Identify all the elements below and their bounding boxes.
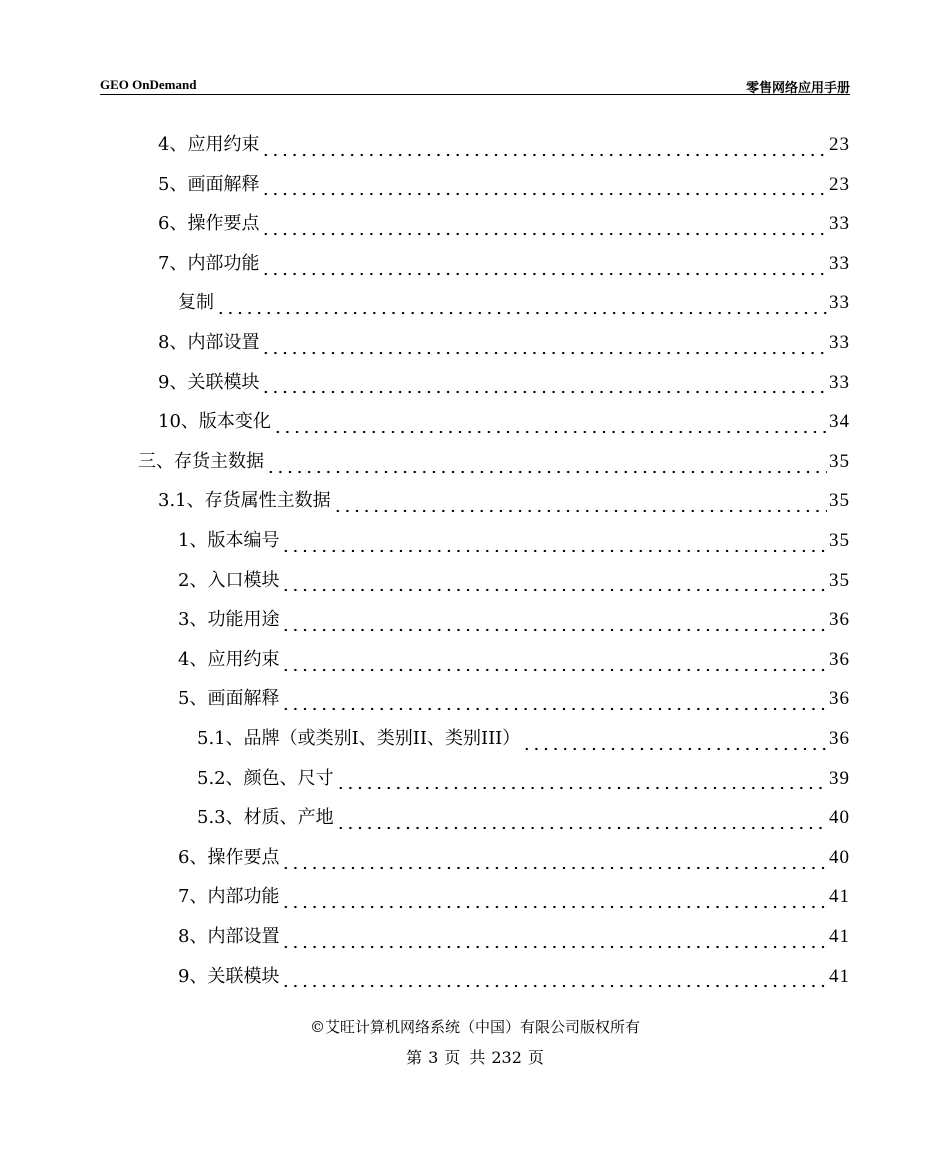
toc-entry[interactable] [197, 798, 850, 838]
toc-entry[interactable] [178, 561, 850, 601]
toc-entry-title: 8、内部设置 [178, 926, 280, 947]
header-document-title: 零售网络应用手册 [745, 80, 850, 95]
toc-entry-title: 3、功能用途 [178, 609, 280, 631]
toc-entry-page-number: 35 [829, 530, 850, 551]
toc-dot-leader [281, 654, 827, 672]
toc-entry-page-number: 33 [829, 292, 850, 314]
toc-dot-leader [261, 178, 827, 196]
toc-entry-page-number: 34 [829, 411, 850, 433]
toc-entry-title: 5、画面解释 [158, 173, 260, 195]
toc-entry-page-number: 33 [829, 371, 850, 393]
toc-dot-leader [281, 574, 827, 592]
toc-entry-title: 5.1、品牌（或类别I、类别II、类别III） [197, 728, 521, 749]
toc-entry-title: 7、内部功能 [178, 886, 280, 908]
toc-entry-page-number: 36 [829, 688, 850, 710]
toc-entry[interactable] [178, 600, 850, 640]
toc-entry-page-number: 36 [829, 609, 850, 631]
toc-dot-leader [261, 139, 827, 157]
toc-entry[interactable] [158, 204, 850, 244]
toc-dot-leader [281, 535, 827, 553]
toc-entry[interactable] [197, 759, 850, 799]
toc-dot-leader [281, 614, 827, 632]
toc-entry-title: 3.1、存货属性主数据 [158, 490, 331, 512]
page-suffix: 页 [527, 1048, 544, 1067]
footer-copyright: ©艾旺计算机网络系统（中国）有限公司版权所有 [309, 1018, 640, 1036]
toc-dot-leader [261, 218, 827, 236]
toc-entry[interactable] [158, 244, 850, 284]
toc-entry-title: 9、关联模块 [178, 965, 280, 987]
toc-dot-leader [261, 337, 827, 355]
toc-entry-page-number: 35 [829, 490, 850, 512]
toc-entry-page-number: 39 [829, 767, 850, 789]
toc-entry[interactable] [158, 402, 850, 442]
header-product-name: GEO OnDemand [100, 77, 197, 92]
toc-entry-page-number: 40 [829, 846, 850, 868]
toc-entry-page-number: 23 [829, 173, 850, 195]
toc-entry-page-number: 41 [829, 886, 850, 908]
toc-entry-page-number: 35 [829, 450, 850, 472]
toc-entry-page-number: 41 [829, 965, 850, 987]
toc-entry[interactable] [158, 481, 850, 521]
toc-dot-leader [281, 852, 827, 870]
toc-entry-title: 6、操作要点 [178, 846, 280, 868]
toc-entry-page-number: 33 [829, 213, 850, 235]
toc-entry[interactable] [158, 125, 850, 165]
toc-entry-title: 5.2、颜色、尺寸 [197, 767, 334, 789]
toc-entry-page-number: 40 [829, 807, 850, 829]
toc-entry-title: 4、应用约束 [158, 134, 260, 155]
toc-entry[interactable] [178, 877, 850, 917]
toc-entry-page-number: 33 [829, 252, 850, 274]
toc-entry[interactable] [178, 640, 850, 680]
page-mid: 页 共 [444, 1048, 486, 1067]
toc-entry[interactable] [197, 719, 850, 759]
toc-entry-page-number: 41 [829, 926, 850, 947]
toc-entry-title: 三、存货主数据 [138, 450, 264, 472]
toc-dot-leader [281, 891, 827, 909]
toc-entry[interactable] [178, 679, 850, 719]
toc-dot-leader [522, 733, 827, 751]
toc-dot-leader [333, 495, 827, 513]
page-header [100, 76, 850, 95]
page-prefix: 第 [406, 1048, 423, 1067]
toc-entry-title: 1、版本编号 [178, 530, 280, 551]
toc-entry-page-number: 36 [829, 648, 850, 670]
toc-entry-title: 5.3、材质、产地 [197, 807, 334, 829]
toc-dot-leader [261, 376, 827, 394]
toc-entry-title: 8、内部设置 [158, 332, 260, 353]
toc-dot-leader [273, 416, 827, 434]
toc-entry-page-number: 23 [829, 134, 850, 155]
toc-entry[interactable] [158, 165, 850, 205]
toc-dot-leader [216, 297, 827, 315]
toc-entry-page-number: 36 [829, 728, 850, 749]
toc-entry-title: 9、关联模块 [158, 371, 260, 393]
toc-entry-title: 6、操作要点 [158, 213, 260, 235]
footer-page-number [0, 1045, 950, 1068]
toc-entry[interactable] [178, 838, 850, 878]
toc-entry[interactable] [158, 323, 850, 363]
toc-dot-leader [281, 931, 827, 949]
toc-entry-title: 7、内部功能 [158, 252, 260, 274]
toc-entry[interactable] [178, 283, 850, 323]
toc-entry[interactable] [138, 442, 850, 482]
toc-dot-leader [336, 812, 827, 830]
toc-entry-title: 2、入口模块 [178, 569, 280, 591]
toc-dot-leader [266, 456, 827, 474]
toc-entry[interactable] [178, 957, 850, 997]
toc-dot-leader [261, 258, 827, 276]
toc-entry[interactable] [158, 363, 850, 403]
toc-entry[interactable] [178, 917, 850, 957]
page-current: 3 [428, 1048, 439, 1067]
toc-entry-title: 5、画面解释 [178, 688, 280, 710]
toc-entry-page-number: 33 [829, 332, 850, 353]
page-total: 232 [491, 1048, 522, 1067]
toc-entry-title: 10、版本变化 [158, 411, 271, 433]
toc-dot-leader [281, 970, 827, 988]
toc-entry[interactable] [178, 521, 850, 561]
toc-dot-leader [336, 772, 827, 790]
toc-entry-page-number: 35 [829, 569, 850, 591]
toc-entry-title: 复制 [178, 292, 214, 314]
toc-entry-title: 4、应用约束 [178, 648, 280, 670]
toc-dot-leader [281, 693, 827, 711]
